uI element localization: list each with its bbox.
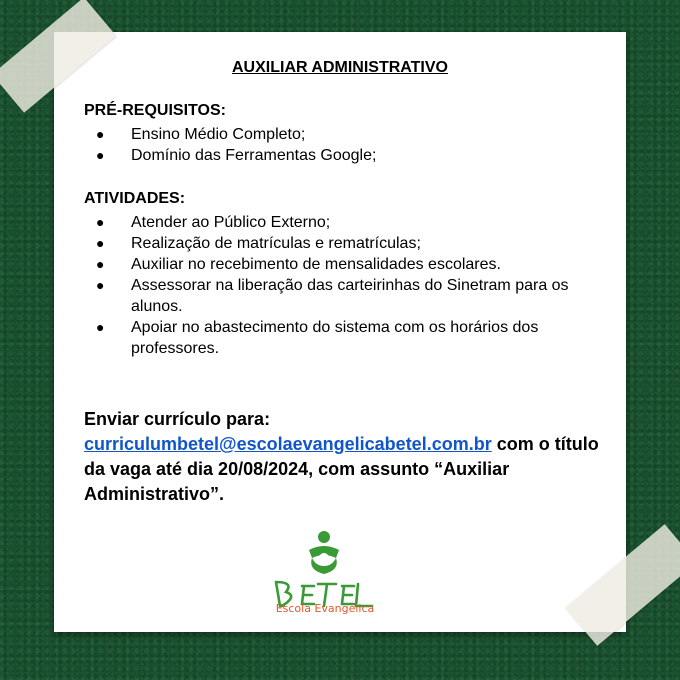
bullet-icon: ● [96,235,105,251]
list-item: ● Auxiliar no recebimento de mensalidades escolares. [96,256,501,273]
prerequisites-heading: PRÉ-REQUISITOS: [84,102,226,119]
bullet-icon: ● [96,277,105,293]
list-item: ● Domínio das Ferramentas Google; [96,147,377,164]
bullet-icon: ● [96,126,105,142]
contact-instructions [84,407,614,507]
email-link[interactable]: curriculumbetel@escolaevangelicabetel.com.br [84,434,492,454]
activities-list [84,212,601,359]
bullet-icon: ● [96,214,105,230]
logo-figure-icon [309,531,339,574]
contact-intro: Enviar currículo para: [84,409,271,429]
list-item: ● Ensino Médio Completo; [96,126,306,143]
contact-details: com o título da vaga até dia 20/08/2024, com assunto “Auxiliar Administrativo”. [84,434,599,504]
logo-subtitle: Escola Evangélica [275,602,375,615]
list-item: ● Atender ao Público Externo; [96,214,331,231]
bullet-icon: ● [96,319,105,335]
job-title: AUXILIAR ADMINISTRATIVO [232,59,448,76]
activities-heading: ATIVIDADES: [84,190,186,207]
list-item: ● Apoiar no abastecimento do sistema com os horários dos professores. [96,319,539,357]
bullet-icon: ● [96,147,105,163]
list-item: ● Assessorar na liberação das carteirinhas do Sinetram para os alunos. [96,277,569,315]
prerequisites-list [84,124,601,166]
list-item: ● Realização de matrículas e rematrículas; [96,235,421,252]
bullet-icon: ● [96,256,105,272]
